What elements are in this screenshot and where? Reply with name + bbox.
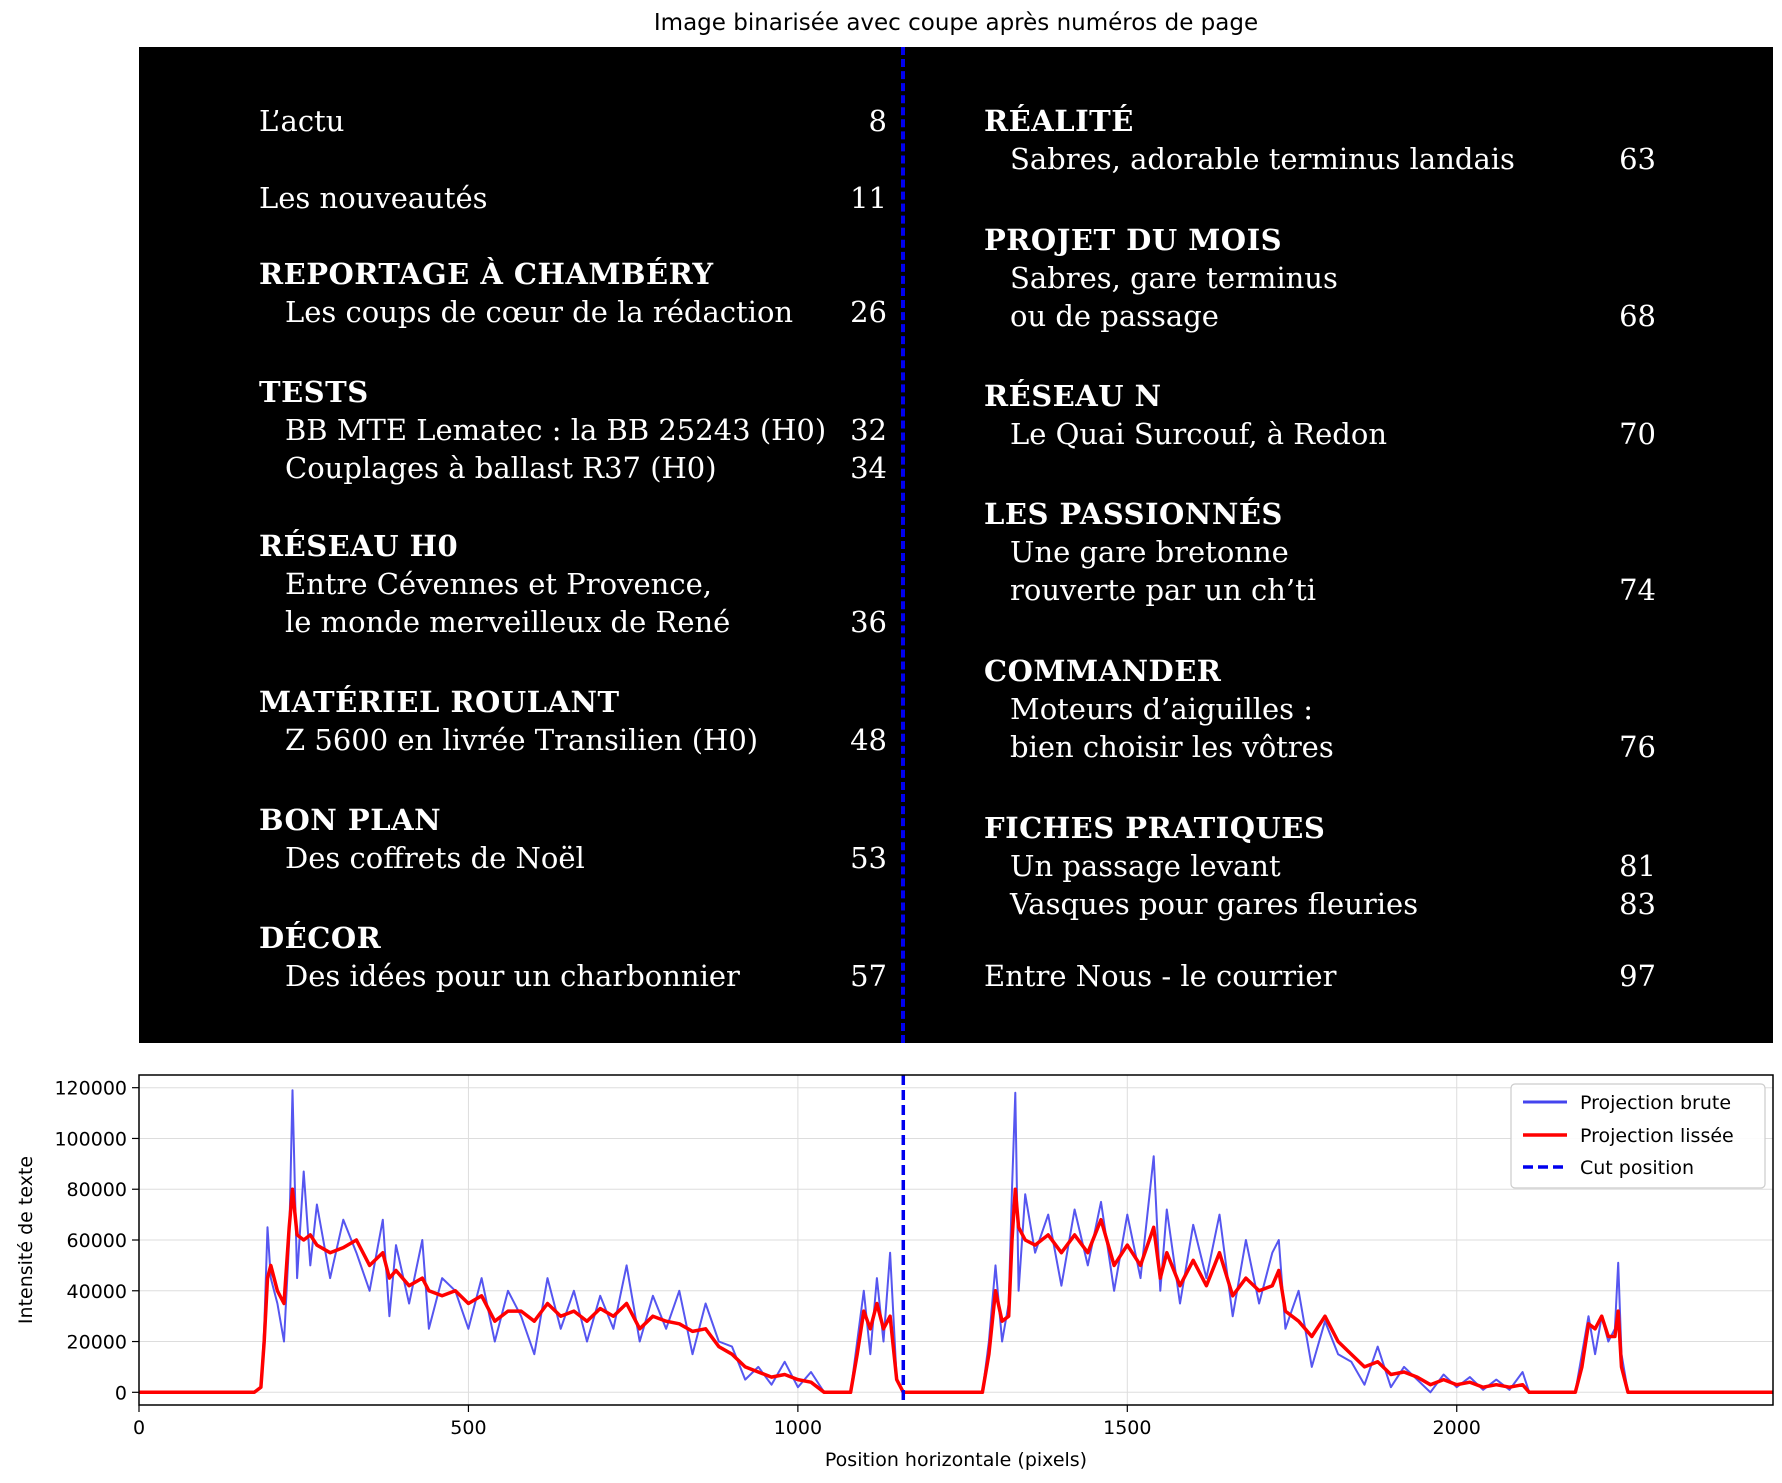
toc-entry-title: PROJET DU MOIS — [984, 223, 1283, 257]
x-tick-label: 1000 — [773, 1417, 823, 1439]
x-axis-label: Position horizontale (pixels) — [824, 1449, 1088, 1471]
toc-entry-page: 70 — [1619, 417, 1656, 451]
toc-right-entry — [984, 377, 1656, 415]
toc-right-entry — [984, 102, 1656, 140]
toc-entry-title: Entre Cévennes et Provence, — [285, 567, 712, 601]
toc-entry-title: Sabres, gare terminus — [1010, 261, 1338, 295]
toc-right-entry — [984, 259, 1656, 297]
toc-right-entry — [984, 809, 1656, 847]
toc-entry-title: le monde merveilleux de René — [285, 605, 731, 639]
toc-left-entry — [259, 565, 887, 603]
toc-entry-title: bien choisir les vôtres — [1010, 730, 1334, 764]
toc-entry-title: Moteurs d’aiguilles : — [1010, 692, 1314, 726]
toc-right-entry — [984, 728, 1656, 766]
toc-entry-title: BB MTE Lematec : la BB 25243 (H0) — [285, 413, 827, 447]
toc-entry-title: BON PLAN — [259, 803, 442, 837]
toc-entry-page: 83 — [1619, 887, 1656, 921]
y-tick-label: 40000 — [66, 1280, 127, 1303]
toc-left-entry — [259, 721, 887, 759]
toc-entry-title: Les coups de cœur de la rédaction — [285, 295, 794, 329]
toc-left-entry — [259, 683, 887, 721]
toc-left-entry — [259, 373, 887, 411]
toc-left-entry — [259, 411, 887, 449]
toc-entry-title: Un passage levant — [1010, 849, 1281, 883]
toc-entry-page: 48 — [850, 723, 887, 757]
toc-entry-page: 81 — [1619, 849, 1656, 883]
legend-cut-label: Cut position — [1580, 1157, 1695, 1179]
toc-entry-title: ou de passage — [1010, 299, 1219, 333]
toc-left-entry — [259, 957, 887, 995]
toc-entry-page: 76 — [1619, 730, 1656, 764]
toc-right-entry — [984, 885, 1656, 923]
toc-entry-title: DÉCOR — [259, 921, 382, 955]
y-tick-label: 80000 — [66, 1179, 127, 1202]
toc-entry-title: Couplages à ballast R37 (H0) — [285, 451, 717, 485]
toc-left-entry — [259, 603, 887, 641]
toc-entry-title: MATÉRIEL ROULANT — [259, 685, 620, 719]
toc-left-entry — [259, 179, 887, 217]
toc-left-entry — [259, 255, 887, 293]
y-axis-label: Intensité de texte — [15, 1155, 37, 1325]
figure-title: Image binarisée avec coupe après numéros de page — [653, 10, 1259, 36]
toc-entry-title: COMMANDER — [984, 654, 1222, 688]
x-tick-label: 2000 — [1432, 1417, 1481, 1439]
toc-entry-page: 34 — [850, 451, 887, 485]
toc-entry-title: Des coffrets de Noël — [285, 841, 585, 875]
legend-raw-label: Projection brute — [1580, 1092, 1732, 1114]
toc-entry-title: LES PASSIONNÉS — [984, 497, 1283, 531]
toc-entry-page: 74 — [1619, 573, 1656, 607]
toc-entry-title: Entre Nous - le courrier — [984, 959, 1337, 993]
x-tick-label: 0 — [132, 1417, 146, 1439]
toc-entry-title: RÉSEAU N — [984, 379, 1162, 413]
y-tick-label: 120000 — [54, 1077, 127, 1100]
toc-right-entry — [984, 297, 1656, 335]
toc-right-entry — [984, 495, 1656, 533]
toc-entry-page: 97 — [1619, 959, 1656, 993]
toc-right-entry — [984, 571, 1656, 609]
y-tick-label: 60000 — [66, 1230, 127, 1252]
toc-right-entry — [984, 847, 1656, 885]
y-tick-label: 20000 — [66, 1331, 127, 1354]
toc-right-entry — [984, 221, 1656, 259]
toc-entry-title: Vasques pour gares fleuries — [1010, 887, 1419, 921]
legend — [1511, 1084, 1765, 1188]
binarized-image — [139, 47, 1773, 1043]
toc-right-entry — [984, 690, 1656, 728]
projection-chart — [0, 1050, 1782, 1483]
toc-entry-title: RÉSEAU H0 — [259, 529, 459, 563]
toc-right-entry — [984, 140, 1656, 178]
toc-entry-title: Une gare bretonne — [1010, 535, 1289, 569]
x-tick-label: 1500 — [1103, 1417, 1152, 1439]
toc-entry-title: FICHES PRATIQUES — [984, 811, 1326, 845]
toc-entry-title: TESTS — [259, 375, 369, 409]
toc-left-entry — [259, 839, 887, 877]
toc-entry-title: Sabres, adorable terminus landais — [1010, 142, 1515, 176]
toc-entry-title: L’actu — [259, 104, 345, 138]
legend-smooth-label: Projection lissée — [1580, 1125, 1734, 1147]
toc-entry-page: 11 — [850, 181, 887, 215]
x-tick-label: 500 — [450, 1417, 487, 1439]
toc-entry-page: 53 — [850, 841, 887, 875]
toc-left-entry — [259, 293, 887, 331]
toc-entry-title: RÉALITÉ — [984, 104, 1134, 138]
toc-entry-title: Les nouveautés — [259, 181, 488, 215]
toc-entry-page: 57 — [850, 959, 887, 993]
cut-line-image — [901, 47, 905, 1043]
toc-entry-title: REPORTAGE À CHAMBÉRY — [259, 257, 714, 291]
toc-left-entry — [259, 102, 887, 140]
toc-entry-title: Des idées pour un charbonnier — [285, 959, 740, 993]
toc-left-entry — [259, 527, 887, 565]
toc-left-entry — [259, 449, 887, 487]
toc-entry-page: 63 — [1619, 142, 1656, 176]
toc-left-entry — [259, 919, 887, 957]
toc-right-entry — [984, 957, 1656, 995]
toc-entry-page: 8 — [868, 104, 887, 138]
toc-entry-title: rouverte par un ch’ti — [1010, 573, 1317, 607]
toc-entry-title: Z 5600 en livrée Transilien (H0) — [285, 723, 759, 757]
y-tick-label: 100000 — [54, 1128, 127, 1151]
toc-entry-title: Le Quai Surcouf, à Redon — [1010, 417, 1387, 451]
toc-right-entry — [984, 415, 1656, 453]
toc-entry-page: 32 — [850, 413, 887, 447]
toc-entry-page: 36 — [850, 605, 887, 639]
toc-right-entry — [984, 652, 1656, 690]
toc-left-entry — [259, 801, 887, 839]
toc-entry-page: 68 — [1619, 299, 1656, 333]
toc-right-entry — [984, 533, 1656, 571]
toc-entry-page: 26 — [850, 295, 887, 329]
y-tick-label: 0 — [114, 1382, 127, 1405]
